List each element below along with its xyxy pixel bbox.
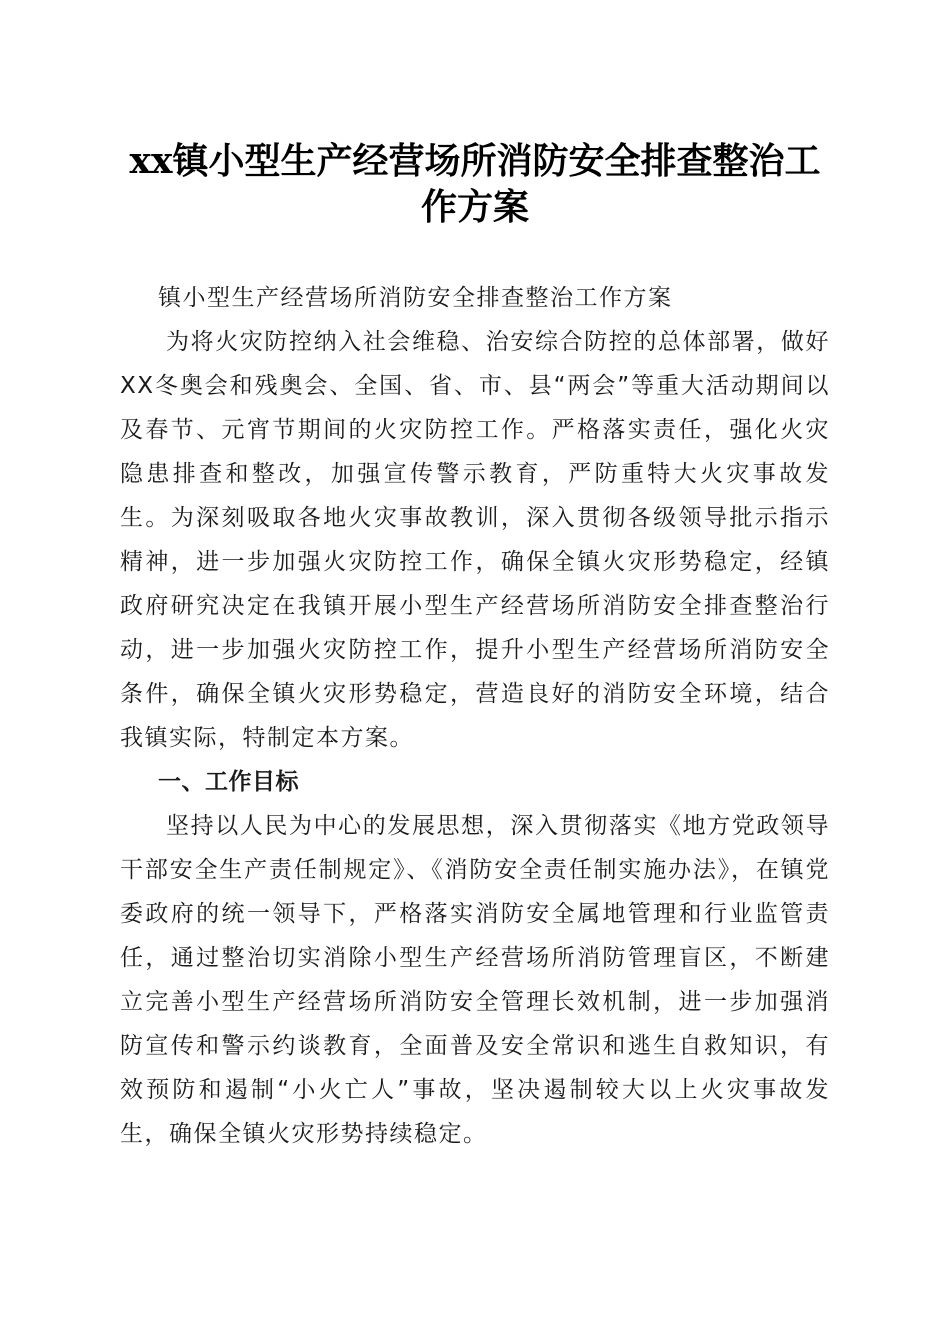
document-title: xx镇小型生产经营场所消防安全排查整治工作方案: [129, 140, 821, 228]
section-heading-work-goals: 一、工作目标: [158, 769, 299, 795]
section-paragraph-work-goals: 坚持以人民为中心的发展思想，深入贯彻落实《地方党政领导干部安全生产责任制规定》、《消防安全责任制实施办法》，在镇党委政府的统一领导下，严格落实消防安全属地管理和行业监管责任，通过整治切实消除小型生产经营场所消防管理盲区，不断建立完善小型生产经营场所消防安全管理长效机制，进一步加强消防宣传和警示约谈教育，全面普及安全常识和逃生自救知识，有效预防和遏制“小火亡人”事故，坚决遏制较大以上火灾事故发生，确保全镇火灾形势持续稳定。: [120, 813, 830, 1147]
intro-paragraph: 为将火灾防控纳入社会维稳、治安综合防控的总体部署，做好XX冬奥会和残奥会、全国、省、市、县“两会”等重大活动期间以及春节、元宵节期间的火灾防控工作。严格落实责任，强化火灾隐患排查和整改，加强宣传警示教育，严防重特大火灾事故发生。为深刻吸取各地火灾事故教训，深入贯彻各级领导批示指示精神，进一步加强火灾防控工作，确保全镇火灾形势稳定，经镇政府研究决定在我镇开展小型生产经营场所消防安全排查整治行动，进一步加强火灾防控工作，提升小型生产经营场所消防安全条件，确保全镇火灾形势稳定，营造良好的消防安全环境，结合我镇实际，特制定本方案。: [120, 329, 830, 751]
document-subtitle: 镇小型生产经营场所消防安全排查整治工作方案: [158, 285, 673, 311]
document-body: [120, 276, 830, 1156]
